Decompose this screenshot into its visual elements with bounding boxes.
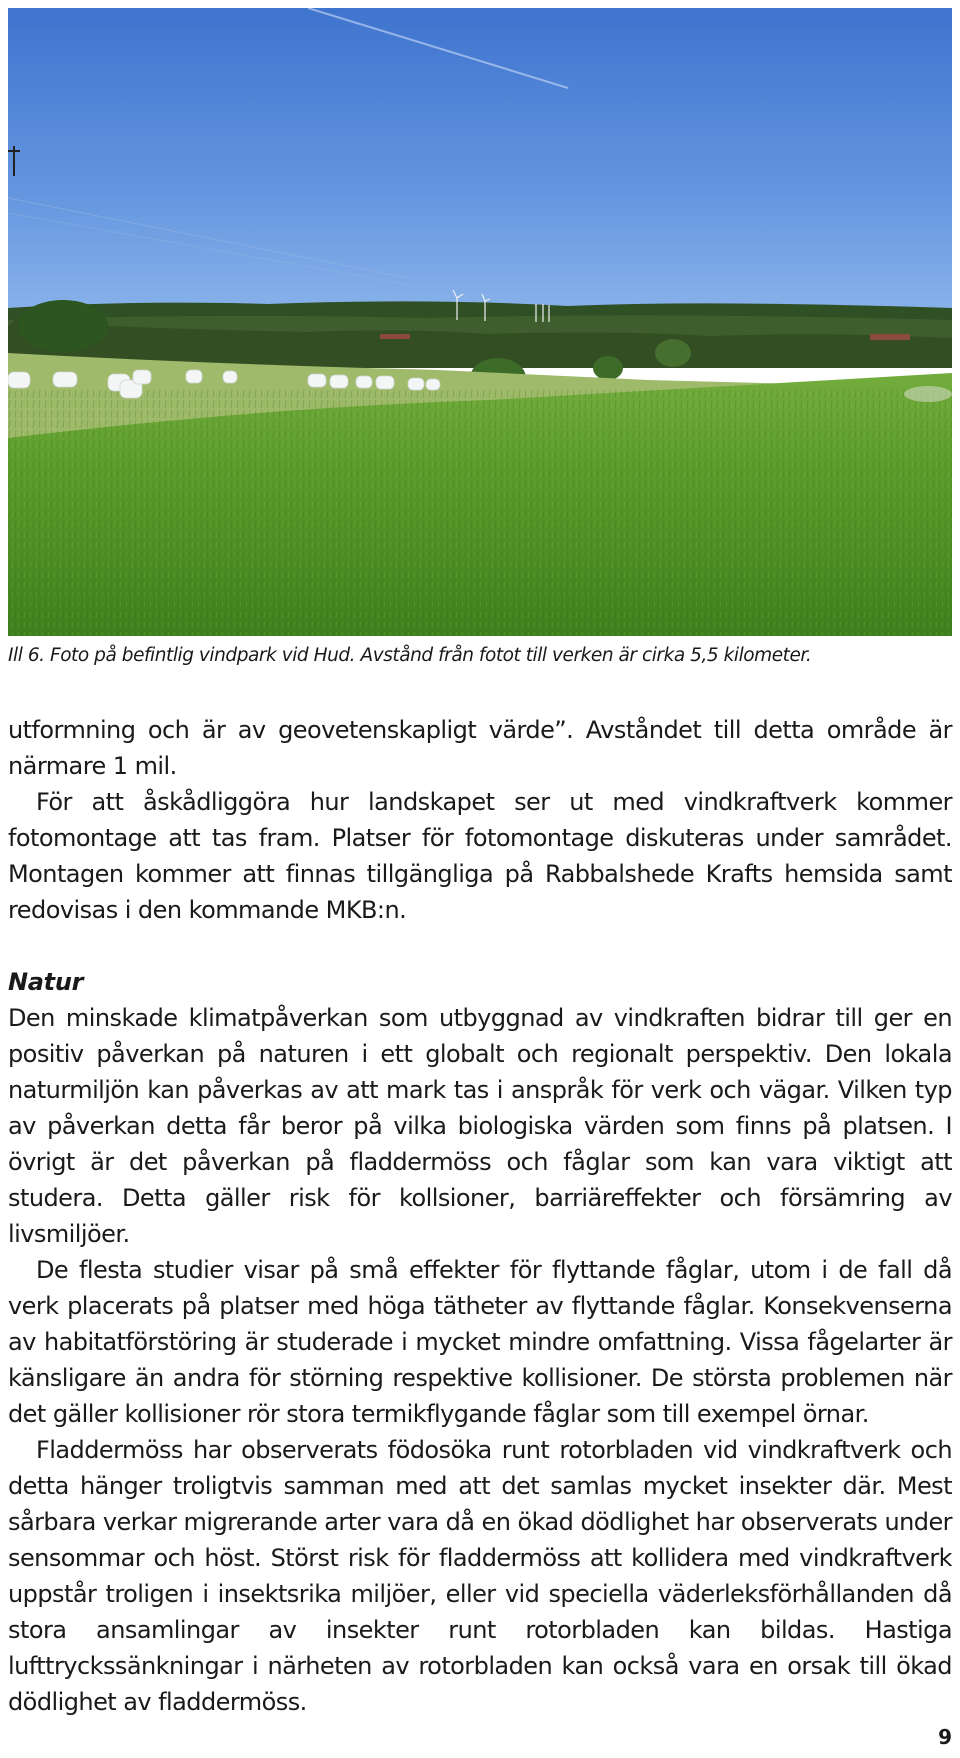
landscape-photo — [8, 8, 952, 636]
paragraph: De flesta studier visar på små effekter för flyttande fåglar, utom i de fall då verk placerats på platser med höga tätheter av flyttande fåglar. Konsekvenserna av habitatförstöring är studerade i mycket mindre omfattning. Vissa fågelarter är känsligare än andra för störning respektive kollisioner. De största problemen när det gäller kollisioner rör stora termikflygande fåglar som till exempel örnar. — [8, 1256, 952, 1428]
paragraph: För att åskådliggöra hur landskapet ser ut med vindkraftverk kommer fotomontage att tas fram. Platser för fotomontage diskuteras under samrådet. Montagen kommer att finnas tillgängliga på Rabbalshede Krafts hemsida samt redovisas i den kommande MKB:n. — [8, 788, 952, 924]
figure-caption: Ill 6. Foto på befintlig vindpark vid Hud. Avstånd från fotot till verken är cirka 5,5 kilometer. — [8, 645, 812, 666]
page-number: 9 — [938, 1725, 952, 1749]
paragraph: utformning och är av geovetenskapligt värde”. Avståndet till detta område är närmare 1 mil. — [8, 716, 952, 780]
body-text — [8, 712, 952, 1720]
paragraph: Den minskade klimatpåverkan som utbyggnad av vindkraften bidrar till ger en positiv påverkan på naturen i ett globalt och regionalt perspektiv. Den lokala naturmiljön kan påverkas av att mark tas i anspråk för verk och vägar. Vilken typ av påverkan detta får beror på vilka biologiska värden som finns på platsen. I övrigt är det påverkan på fladdermöss och fåglar som kan vara viktigt att studera. Detta gäller risk för kollsioner, barriäreffekter och försämring av livsmiljöer. — [8, 1004, 952, 1248]
section-heading: Natur — [8, 968, 84, 996]
paragraph: Fladdermöss har observerats födosöka runt rotorbladen vid vindkraftverk och detta hänger troligtvis samman med att det samlas mycket insekter där. Mest sårbara verkar migrerande arter vara då en ökad dödlighet har observerats under sensommar och höst. Störst risk för fladdermöss att kollidera med vindkraftverk uppstår troligen i insektsrika miljöer, eller vid speciella väderleksförhållanden då stora ansamlingar av insekter runt rotorbladen kan bildas. Hastiga lufttryckssänkningar i närheten av rotorbladen kan också vara en orsak till ökad dödlighet av fladdermöss. — [8, 1436, 952, 1716]
